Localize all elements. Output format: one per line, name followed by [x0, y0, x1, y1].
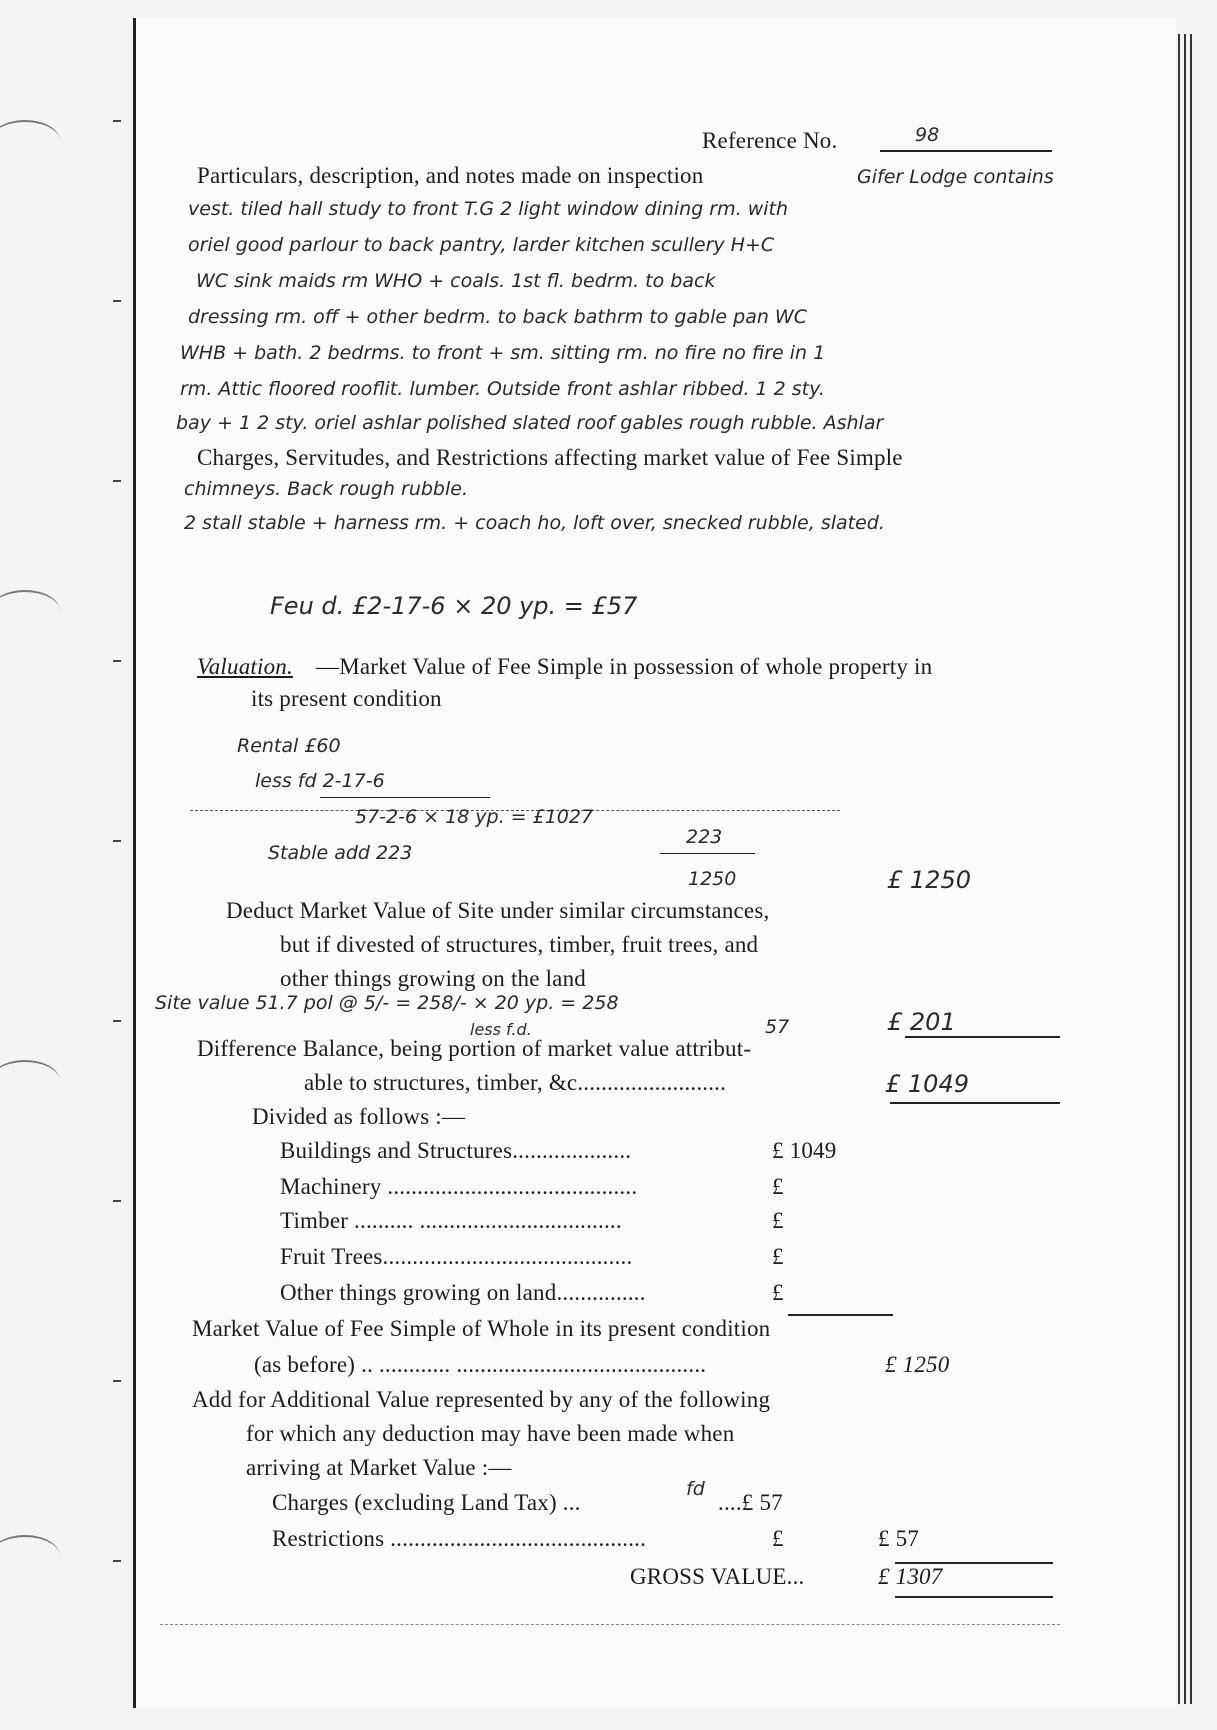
punch-hole	[0, 590, 60, 632]
margin-tick	[113, 1020, 121, 1022]
divided-item-label: Machinery ..........................................	[280, 1174, 638, 1199]
charges-note-0: chimneys. Back rough rubble.	[184, 478, 468, 500]
restrictions-label: Restrictions ...........................................	[272, 1526, 647, 1551]
bottom-dash-line	[160, 1624, 1060, 1625]
margin-tick	[113, 300, 121, 302]
calc-less-underline	[320, 797, 490, 798]
valuation-line1: —Market Value of Fee Simple in possession of whole property in	[316, 654, 933, 679]
margin-tick	[113, 480, 121, 482]
gross-label: GROSS VALUE...	[630, 1564, 805, 1589]
site-less-value: 57	[765, 1016, 790, 1038]
divided-total-underline	[788, 1314, 893, 1316]
particulars-label: Particulars, description, and notes made on inspection	[197, 163, 704, 188]
divided-item-amount: £	[772, 1244, 784, 1269]
divided-label: Divided as follows :—	[252, 1104, 466, 1129]
particulars-note-3: WC sink maids rm WHO + coals. 1st fl. bedrm. to back	[196, 270, 716, 292]
restrictions-amount: £	[772, 1526, 784, 1551]
charges-label: Charges, Servitudes, and Restrictions affecting market value of Fee Simple	[197, 445, 903, 470]
margin-tick	[113, 1200, 121, 1202]
charges-excl-amount: ....£ 57	[718, 1490, 783, 1515]
deduct-amount: £ 201	[887, 1008, 956, 1036]
calc-amount: £ 1250	[887, 866, 971, 894]
site-less: less f.d.	[470, 1020, 532, 1039]
margin-tick	[113, 840, 121, 842]
divided-item-label: Fruit Trees..........................................	[280, 1244, 633, 1269]
margin-tick	[113, 660, 121, 662]
difference-line2: able to structures, timber, &c.........................	[304, 1070, 727, 1095]
punch-hole	[0, 120, 60, 162]
particulars-note-2: oriel good parlour to back pantry, larder kitchen scullery H+C	[188, 234, 775, 256]
particulars-note-1: vest. tiled hall study to front T.G 2 light window dining rm. with	[188, 198, 789, 220]
page-edge	[1190, 34, 1192, 1704]
divided-item-label: Timber .......... ..................................	[280, 1208, 622, 1233]
page-edge	[1178, 34, 1180, 1704]
particulars-note-7: bay + 1 2 sty. oriel ashlar polished slated roof gables rough rubble. Ashlar	[176, 412, 884, 434]
charges-note-1: 2 stall stable + harness rm. + coach ho, loft over, snecked rubble, slated.	[184, 512, 885, 534]
site-note: Site value 51.7 pol @ 5/- = 258/- × 20 yp. = 258	[155, 992, 619, 1014]
additional-line1: Add for Additional Value represented by any of the following	[192, 1387, 771, 1412]
gross-underline	[895, 1596, 1053, 1598]
margin-tick	[113, 120, 121, 122]
charges-excl-note: fd	[686, 1478, 705, 1500]
deduct-underline	[905, 1036, 1060, 1038]
divided-item-label: Other things growing on land...............	[280, 1280, 646, 1305]
margin-tick	[113, 1380, 121, 1382]
calc-total: 1250	[688, 868, 737, 890]
punch-hole	[0, 1535, 60, 1577]
difference-line1: Difference Balance, being portion of market value attribut-	[197, 1036, 752, 1061]
market-whole-amount: £ 1250	[885, 1352, 950, 1377]
calc-stable-sum: 223	[686, 826, 723, 848]
reference-value: 98	[915, 124, 940, 146]
divided-item-label: Buildings and Structures....................	[280, 1138, 632, 1163]
particulars-note-0: Gifer Lodge contains	[857, 166, 1054, 188]
particulars-note-6: rm. Attic floored rooflit. lumber. Outside front ashlar ribbed. 1 2 sty.	[180, 378, 825, 400]
market-whole-line2: (as before) .. ............ ..........................................	[254, 1352, 707, 1377]
divided-item-amount: £	[772, 1280, 784, 1305]
reference-label: Reference No.	[702, 128, 838, 153]
feu-note: Feu d. £2-17-6 × 20 yp. = £57	[270, 592, 638, 620]
additional-line2: for which any deduction may have been made when	[246, 1421, 735, 1446]
deduct-line2: but if divested of structures, timber, fruit trees, and	[280, 932, 759, 957]
calc-less: less fd 2-17-6	[255, 770, 385, 792]
calc-stable: Stable add 223	[268, 842, 413, 864]
charges-excl-label: Charges (excluding Land Tax) ...	[272, 1490, 581, 1515]
valuation-line2: its present condition	[251, 686, 442, 711]
divided-item-amount: £	[772, 1174, 784, 1199]
particulars-note-4: dressing rm. off + other bedrm. to back bathrm to gable pan WC	[188, 306, 807, 328]
deduct-line1: Deduct Market Value of Site under similar circumstances,	[226, 898, 770, 923]
additional-line3: arriving at Market Value :—	[246, 1455, 512, 1480]
particulars-note-5: WHB + bath. 2 bedrms. to front + sm. sitting rm. no fire no fire in 1	[180, 342, 826, 364]
reference-underline	[880, 150, 1052, 152]
divided-item-amount: £	[772, 1208, 784, 1233]
page-edge	[1184, 34, 1186, 1704]
valuation-heading: Valuation.	[197, 654, 293, 679]
punch-hole	[0, 1060, 60, 1102]
calc-sum-underline	[660, 853, 755, 854]
additional-total: £ 57	[878, 1526, 920, 1551]
market-whole-line1: Market Value of Fee Simple of Whole in its present condition	[192, 1316, 771, 1341]
difference-underline	[890, 1102, 1060, 1104]
deduct-line3: other things growing on the land	[280, 966, 586, 991]
calc-net: 57-2-6 × 18 yp. = £1027	[355, 806, 594, 828]
difference-amount: £ 1049	[885, 1070, 969, 1098]
calc-rental: Rental £60	[237, 735, 341, 757]
divided-item-amount: £ 1049	[772, 1138, 837, 1163]
margin-tick	[113, 1560, 121, 1562]
gross-amount: £ 1307	[878, 1564, 943, 1589]
